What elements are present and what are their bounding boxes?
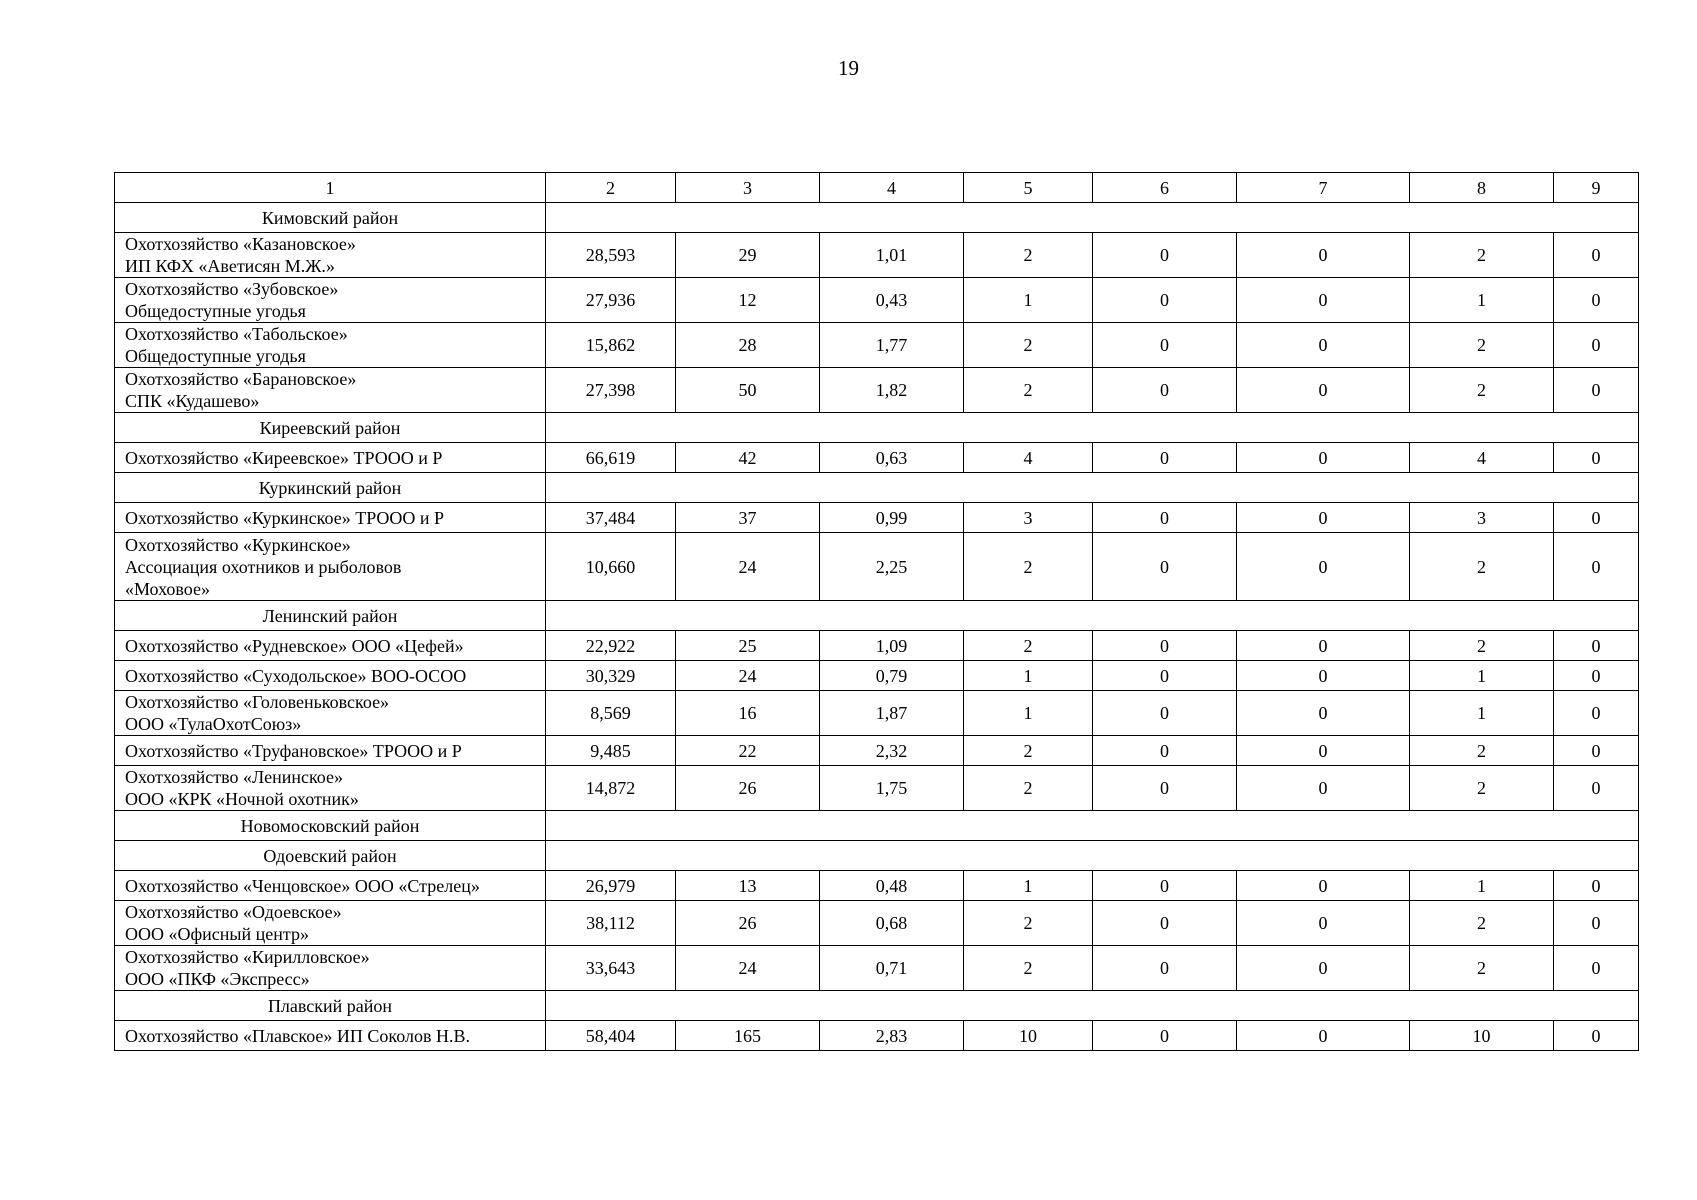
column-header: 2 bbox=[546, 173, 676, 203]
hunting-ground-name: Охотхозяйство «Суходольское» ВОО-ОСОО bbox=[115, 661, 546, 691]
district-row bbox=[115, 811, 1639, 841]
value-cell-col-9: 0 bbox=[1554, 736, 1639, 766]
value-cell-col-7: 0 bbox=[1237, 766, 1410, 811]
hunting-ground-name: Охотхозяйство «Казановское» ИП КФХ «Аветисян М.Ж.» bbox=[115, 233, 546, 278]
value-cell-col-2: 37,484 bbox=[546, 503, 676, 533]
district-empty-cell bbox=[546, 841, 1639, 871]
district-row bbox=[115, 203, 1639, 233]
value-cell-col-5: 2 bbox=[964, 766, 1093, 811]
value-cell-col-2: 8,569 bbox=[546, 691, 676, 736]
value-cell-col-3: 25 bbox=[676, 631, 820, 661]
value-cell-col-4: 1,09 bbox=[820, 631, 964, 661]
column-header: 4 bbox=[820, 173, 964, 203]
value-cell-col-7: 0 bbox=[1237, 233, 1410, 278]
table-row bbox=[115, 736, 1639, 766]
value-cell-col-9: 0 bbox=[1554, 368, 1639, 413]
value-cell-col-4: 1,87 bbox=[820, 691, 964, 736]
value-cell-col-4: 1,77 bbox=[820, 323, 964, 368]
value-cell-col-3: 16 bbox=[676, 691, 820, 736]
value-cell-col-5: 3 bbox=[964, 503, 1093, 533]
value-cell-col-9: 0 bbox=[1554, 946, 1639, 991]
hunting-ground-name: Охотхозяйство «Плавское» ИП Соколов Н.В. bbox=[115, 1021, 546, 1051]
value-cell-col-4: 0,79 bbox=[820, 661, 964, 691]
value-cell-col-6: 0 bbox=[1093, 278, 1237, 323]
value-cell-col-9: 0 bbox=[1554, 443, 1639, 473]
value-cell-col-4: 0,71 bbox=[820, 946, 964, 991]
value-cell-col-3: 29 bbox=[676, 233, 820, 278]
value-cell-col-8: 2 bbox=[1410, 736, 1554, 766]
value-cell-col-2: 15,862 bbox=[546, 323, 676, 368]
table-row bbox=[115, 278, 1639, 323]
value-cell-col-5: 1 bbox=[964, 661, 1093, 691]
value-cell-col-3: 26 bbox=[676, 766, 820, 811]
value-cell-col-4: 2,83 bbox=[820, 1021, 964, 1051]
district-empty-cell bbox=[546, 203, 1639, 233]
value-cell-col-5: 4 bbox=[964, 443, 1093, 473]
column-header: 9 bbox=[1554, 173, 1639, 203]
value-cell-col-6: 0 bbox=[1093, 533, 1237, 601]
value-cell-col-3: 28 bbox=[676, 323, 820, 368]
value-cell-col-8: 4 bbox=[1410, 443, 1554, 473]
value-cell-col-5: 1 bbox=[964, 691, 1093, 736]
value-cell-col-6: 0 bbox=[1093, 443, 1237, 473]
table-row bbox=[115, 368, 1639, 413]
value-cell-col-7: 0 bbox=[1237, 691, 1410, 736]
value-cell-col-2: 27,936 bbox=[546, 278, 676, 323]
value-cell-col-2: 33,643 bbox=[546, 946, 676, 991]
value-cell-col-7: 0 bbox=[1237, 503, 1410, 533]
value-cell-col-9: 0 bbox=[1554, 1021, 1639, 1051]
district-name: Плавский район bbox=[115, 991, 546, 1021]
column-header: 6 bbox=[1093, 173, 1237, 203]
value-cell-col-4: 0,43 bbox=[820, 278, 964, 323]
value-cell-col-9: 0 bbox=[1554, 323, 1639, 368]
value-cell-col-8: 2 bbox=[1410, 901, 1554, 946]
hunting-grounds-table bbox=[114, 172, 1639, 1051]
value-cell-col-2: 14,872 bbox=[546, 766, 676, 811]
value-cell-col-4: 0,99 bbox=[820, 503, 964, 533]
column-header: 8 bbox=[1410, 173, 1554, 203]
district-row bbox=[115, 991, 1639, 1021]
hunting-ground-name: Охотхозяйство «Куркинское» Ассоциация охотников и рыболовов «Моховое» bbox=[115, 533, 546, 601]
hunting-ground-name: Охотхозяйство «Киреевское» ТРООО и Р bbox=[115, 443, 546, 473]
value-cell-col-6: 0 bbox=[1093, 691, 1237, 736]
value-cell-col-3: 22 bbox=[676, 736, 820, 766]
table-row bbox=[115, 901, 1639, 946]
value-cell-col-8: 2 bbox=[1410, 368, 1554, 413]
value-cell-col-8: 1 bbox=[1410, 871, 1554, 901]
value-cell-col-6: 0 bbox=[1093, 736, 1237, 766]
district-name: Киреевский район bbox=[115, 413, 546, 443]
value-cell-col-5: 2 bbox=[964, 233, 1093, 278]
value-cell-col-7: 0 bbox=[1237, 946, 1410, 991]
value-cell-col-5: 2 bbox=[964, 368, 1093, 413]
column-header: 7 bbox=[1237, 173, 1410, 203]
hunting-ground-name: Охотхозяйство «Куркинское» ТРООО и Р bbox=[115, 503, 546, 533]
value-cell-col-8: 2 bbox=[1410, 233, 1554, 278]
value-cell-col-2: 58,404 bbox=[546, 1021, 676, 1051]
value-cell-col-6: 0 bbox=[1093, 323, 1237, 368]
value-cell-col-2: 26,979 bbox=[546, 871, 676, 901]
value-cell-col-3: 24 bbox=[676, 661, 820, 691]
value-cell-col-4: 1,82 bbox=[820, 368, 964, 413]
district-empty-cell bbox=[546, 413, 1639, 443]
hunting-ground-name: Охотхозяйство «Труфановское» ТРООО и Р bbox=[115, 736, 546, 766]
value-cell-col-6: 0 bbox=[1093, 901, 1237, 946]
hunting-ground-name: Охотхозяйство «Барановское» СПК «Кудашево» bbox=[115, 368, 546, 413]
hunting-ground-name: Охотхозяйство «Кирилловское» ООО «ПКФ «Экспресс» bbox=[115, 946, 546, 991]
value-cell-col-4: 0,68 bbox=[820, 901, 964, 946]
value-cell-col-5: 2 bbox=[964, 533, 1093, 601]
district-empty-cell bbox=[546, 811, 1639, 841]
value-cell-col-2: 10,660 bbox=[546, 533, 676, 601]
value-cell-col-3: 42 bbox=[676, 443, 820, 473]
value-cell-col-6: 0 bbox=[1093, 766, 1237, 811]
value-cell-col-5: 2 bbox=[964, 323, 1093, 368]
table-row bbox=[115, 503, 1639, 533]
value-cell-col-3: 50 bbox=[676, 368, 820, 413]
district-row bbox=[115, 473, 1639, 503]
value-cell-col-7: 0 bbox=[1237, 368, 1410, 413]
value-cell-col-7: 0 bbox=[1237, 661, 1410, 691]
table-row bbox=[115, 533, 1639, 601]
district-row bbox=[115, 413, 1639, 443]
district-row bbox=[115, 841, 1639, 871]
value-cell-col-8: 2 bbox=[1410, 533, 1554, 601]
hunting-ground-name: Охотхозяйство «Ченцовское» ООО «Стрелец» bbox=[115, 871, 546, 901]
column-number-row bbox=[115, 173, 1639, 203]
table-row bbox=[115, 661, 1639, 691]
value-cell-col-9: 0 bbox=[1554, 691, 1639, 736]
value-cell-col-6: 0 bbox=[1093, 631, 1237, 661]
table-row bbox=[115, 1021, 1639, 1051]
district-empty-cell bbox=[546, 991, 1639, 1021]
district-name: Новомосковский район bbox=[115, 811, 546, 841]
table-body bbox=[115, 173, 1639, 1051]
value-cell-col-2: 30,329 bbox=[546, 661, 676, 691]
table-row bbox=[115, 631, 1639, 661]
value-cell-col-9: 0 bbox=[1554, 233, 1639, 278]
value-cell-col-7: 0 bbox=[1237, 443, 1410, 473]
table-row bbox=[115, 766, 1639, 811]
value-cell-col-3: 13 bbox=[676, 871, 820, 901]
value-cell-col-3: 24 bbox=[676, 533, 820, 601]
value-cell-col-2: 9,485 bbox=[546, 736, 676, 766]
value-cell-col-3: 37 bbox=[676, 503, 820, 533]
district-name: Одоевский район bbox=[115, 841, 546, 871]
value-cell-col-7: 0 bbox=[1237, 533, 1410, 601]
value-cell-col-2: 27,398 bbox=[546, 368, 676, 413]
value-cell-col-5: 2 bbox=[964, 901, 1093, 946]
table-row bbox=[115, 443, 1639, 473]
value-cell-col-9: 0 bbox=[1554, 631, 1639, 661]
hunting-ground-name: Охотхозяйство «Зубовское» Общедоступные угодья bbox=[115, 278, 546, 323]
value-cell-col-7: 0 bbox=[1237, 631, 1410, 661]
value-cell-col-6: 0 bbox=[1093, 368, 1237, 413]
table-row bbox=[115, 233, 1639, 278]
value-cell-col-6: 0 bbox=[1093, 661, 1237, 691]
value-cell-col-9: 0 bbox=[1554, 901, 1639, 946]
value-cell-col-5: 2 bbox=[964, 946, 1093, 991]
district-name: Кимовский район bbox=[115, 203, 546, 233]
value-cell-col-7: 0 bbox=[1237, 1021, 1410, 1051]
table-row bbox=[115, 946, 1639, 991]
value-cell-col-4: 0,63 bbox=[820, 443, 964, 473]
hunting-ground-name: Охотхозяйство «Рудневское» ООО «Цефей» bbox=[115, 631, 546, 661]
value-cell-col-4: 1,01 bbox=[820, 233, 964, 278]
value-cell-col-8: 1 bbox=[1410, 661, 1554, 691]
value-cell-col-2: 28,593 bbox=[546, 233, 676, 278]
district-row bbox=[115, 601, 1639, 631]
value-cell-col-6: 0 bbox=[1093, 871, 1237, 901]
value-cell-col-5: 1 bbox=[964, 871, 1093, 901]
value-cell-col-2: 22,922 bbox=[546, 631, 676, 661]
page-number: 19 bbox=[838, 56, 859, 80]
value-cell-col-9: 0 bbox=[1554, 766, 1639, 811]
value-cell-col-5: 10 bbox=[964, 1021, 1093, 1051]
value-cell-col-5: 1 bbox=[964, 278, 1093, 323]
column-header: 5 bbox=[964, 173, 1093, 203]
district-empty-cell bbox=[546, 601, 1639, 631]
value-cell-col-7: 0 bbox=[1237, 323, 1410, 368]
value-cell-col-7: 0 bbox=[1237, 871, 1410, 901]
column-header: 3 bbox=[676, 173, 820, 203]
hunting-ground-name: Охотхозяйство «Головеньковское» ООО «ТулаОхотСоюз» bbox=[115, 691, 546, 736]
table-row bbox=[115, 691, 1639, 736]
value-cell-col-9: 0 bbox=[1554, 533, 1639, 601]
value-cell-col-3: 24 bbox=[676, 946, 820, 991]
value-cell-col-8: 2 bbox=[1410, 631, 1554, 661]
column-header: 1 bbox=[115, 173, 546, 203]
value-cell-col-6: 0 bbox=[1093, 503, 1237, 533]
table-row bbox=[115, 871, 1639, 901]
value-cell-col-5: 2 bbox=[964, 736, 1093, 766]
value-cell-col-7: 0 bbox=[1237, 736, 1410, 766]
value-cell-col-7: 0 bbox=[1237, 901, 1410, 946]
value-cell-col-2: 38,112 bbox=[546, 901, 676, 946]
value-cell-col-4: 0,48 bbox=[820, 871, 964, 901]
value-cell-col-8: 2 bbox=[1410, 766, 1554, 811]
value-cell-col-4: 2,32 bbox=[820, 736, 964, 766]
value-cell-col-8: 2 bbox=[1410, 946, 1554, 991]
value-cell-col-8: 1 bbox=[1410, 278, 1554, 323]
district-name: Куркинский район bbox=[115, 473, 546, 503]
value-cell-col-8: 1 bbox=[1410, 691, 1554, 736]
value-cell-col-7: 0 bbox=[1237, 278, 1410, 323]
value-cell-col-9: 0 bbox=[1554, 661, 1639, 691]
hunting-ground-name: Охотхозяйство «Ленинское» ООО «КРК «Ночной охотник» bbox=[115, 766, 546, 811]
value-cell-col-9: 0 bbox=[1554, 503, 1639, 533]
table-row bbox=[115, 323, 1639, 368]
value-cell-col-8: 2 bbox=[1410, 323, 1554, 368]
value-cell-col-6: 0 bbox=[1093, 946, 1237, 991]
value-cell-col-9: 0 bbox=[1554, 871, 1639, 901]
hunting-ground-name: Охотхозяйство «Одоевское» ООО «Офисный центр» bbox=[115, 901, 546, 946]
value-cell-col-8: 10 bbox=[1410, 1021, 1554, 1051]
district-empty-cell bbox=[546, 473, 1639, 503]
value-cell-col-9: 0 bbox=[1554, 278, 1639, 323]
value-cell-col-3: 12 bbox=[676, 278, 820, 323]
value-cell-col-6: 0 bbox=[1093, 1021, 1237, 1051]
value-cell-col-4: 2,25 bbox=[820, 533, 964, 601]
value-cell-col-2: 66,619 bbox=[546, 443, 676, 473]
value-cell-col-5: 2 bbox=[964, 631, 1093, 661]
district-name: Ленинский район bbox=[115, 601, 546, 631]
value-cell-col-3: 26 bbox=[676, 901, 820, 946]
hunting-ground-name: Охотхозяйство «Табольское» Общедоступные угодья bbox=[115, 323, 546, 368]
value-cell-col-4: 1,75 bbox=[820, 766, 964, 811]
value-cell-col-8: 3 bbox=[1410, 503, 1554, 533]
value-cell-col-6: 0 bbox=[1093, 233, 1237, 278]
value-cell-col-3: 165 bbox=[676, 1021, 820, 1051]
